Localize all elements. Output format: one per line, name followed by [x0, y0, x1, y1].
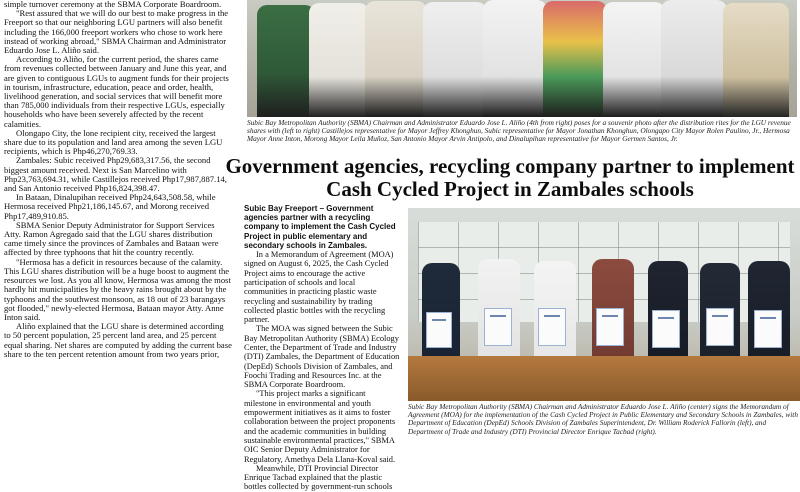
- article-paragraph: "This project marks a significant milestone in environmental and youth empowerment initiatives as it aims to foster collaboration between the project proponents and the academic communities in building sustainable environmental practices," SBMA OIC Senior Deputy Administrator for Regulatory, Amethya Dela Llana-Koval said.: [244, 389, 396, 464]
- person-figure: [603, 2, 665, 117]
- top-group-photo: [247, 0, 797, 117]
- signed-document: [596, 308, 624, 346]
- top-photo-caption: Subic Bay Metropolitan Authority (SBMA) Chairman and Administrator Eduardo Jose L. Aliño (4th from right) poses for a souvenir photo after the distribution rites for the LGU revenue shares with (left to right) Castillejos representative for Mayor Jeffrey Khonghun, Subic representative for Mayor Jonathan Khonghun, Olongapo City Mayor Rolen Paulino, Jr., Hermosa Mayor Anne Inton, Morong Mayor Leila Muñoz, San Antonio Mayor Arvin Antipolo, and Dinalupihan representative for Mayor Germen Santos, Jr.: [247, 118, 791, 144]
- signed-document: [754, 310, 782, 348]
- person-figure: [661, 0, 727, 117]
- left-paragraph: According to Aliño, for the current period, the shares came from revenues collected between January and June this year, and are given to contiguous LGUs to augment funds for their projects in tourism, infrastructure, education, peace and order, health, livelihood generation, and social services that will benefit more than 785,000 individuals from their respective LGUs, especially households who have been severely affected by the recent calamities.: [4, 54, 229, 129]
- signed-document: [706, 308, 734, 346]
- left-paragraph: Olongapo City, the lone recipient city, received the largest share due to its population and land area among the seven LGU recipients, which is Php46,270,769.33.: [4, 127, 223, 157]
- signed-document: [484, 308, 512, 346]
- left-paragraph: SBMA Senior Deputy Administrator for Support Services Atty. Ramon Agregado said that the LGU shares distribution came timely since the provinces of Zambales and Bataan were affected by three typhoons that hit the country recently.: [4, 219, 219, 258]
- left-paragraph: Aliño explained that the LGU share is determined according to 50 percent population, 25 percent land area, and 25 percent equal sharing. Net shares are computed by adding the current base share to the ten percent retention amount from two years prior,: [4, 321, 232, 359]
- article-paragraph: In a Memorandum of Agreement (MOA) signed on August 6, 2025, the Cash Cycled Project aims to encourage the active participation of schools and local communities in practicing plastic waste recycling and sustainability by trading collected plastic bottles with the recycling partner.: [244, 250, 394, 325]
- left-paragraph: "Rest assured that we will do our best to make progress in the Freeport so that our neighboring LGU partners will also benefit including the 166,000 freeport workers who chose to work here instead of working abroad," SBMA Chairman and Administrator Eduardo Jose L. Aliño said.: [4, 8, 229, 56]
- left-paragraph: "Hermosa has a deficit in resources because of the calamity. This LGU shares distribution will be a huge boost to augment the resources we lost. As you all know, Hermosa was among the most hardly hit municipalities by the heavy rains brought about by the typhoons and the southwest monsoon, as 18 out of 23 barangays got flooded," newly-elected Hermosa, Bataan mayor Atty. Anne Inton said.: [4, 256, 231, 322]
- left-paragraph: In Bataan, Dinalupihan received Php24,643,508.58, while Hermosa received Php21,186,145.67, and Morong received Php17,489,910.85.: [4, 192, 216, 221]
- signed-document: [426, 312, 452, 348]
- conference-table: [408, 356, 800, 401]
- person-figure: [423, 2, 487, 117]
- moa-signing-photo: [408, 208, 800, 401]
- article-body-column: [244, 204, 400, 492]
- person-figure: [309, 3, 369, 117]
- article-lead: Subic Bay Freeport – Government agencies partner with a recycling company to implement the Cash Cycled Project in public elementary and secondary schools in Zambales.: [244, 204, 396, 250]
- person-figure: [483, 0, 547, 117]
- bottom-photo-caption: Subic Bay Metropolitan Authority (SBMA) Chairman and Administrator Eduardo Jose L. Aliño (center) signs the Memorandum of Agreement (MOA) for the implementation of the Cash Cycled Project in Public Elementary and Secondary Schools in Zambales, with Department of Education (DepEd) Schools Division of Zambales Superintendent, Dr. William Roderick Fallorin (left), and Department of Trade and Industry (DTI) Provincial Director Enrique Tacbad (right).: [408, 402, 798, 436]
- article-headline: Government agencies, recycling company partner to implement Cash Cycled Project in Zambales schools: [225, 154, 795, 201]
- article-paragraph: The MOA was signed between the Subic Bay Metropolitan Authority (SBMA) Ecology Center, the Department of Trade and Industry (DTI) Zambales, the Department of Education (DepEd) Schools Division of Zambales, and Foochi Trading and Resources Inc. at the SBMA Corporate Boardroom.: [244, 324, 400, 390]
- left-paragraph: simple turnover ceremony at the SBMA Corporate Boardroom.: [4, 0, 222, 9]
- signed-document: [538, 308, 566, 346]
- person-figure: [723, 3, 789, 117]
- left-paragraph: Zambales: Subic received Php29,683,317.56, the second biggest amount received. Next is San Marcelino with Php23,763,694.31, while Castillejos received Php17,987,887.14, and San Antonio received Php16,824,398.47.: [4, 155, 227, 194]
- person-figure: [543, 1, 607, 117]
- signed-document: [652, 310, 680, 348]
- person-figure: [365, 1, 427, 117]
- left-article-column: [0, 0, 234, 445]
- person-figure: [257, 5, 315, 117]
- article-paragraph: Meanwhile, DTI Provincial Director Enrique Tacbad explained that the plastic bottles collected by government-run schools: [244, 463, 393, 492]
